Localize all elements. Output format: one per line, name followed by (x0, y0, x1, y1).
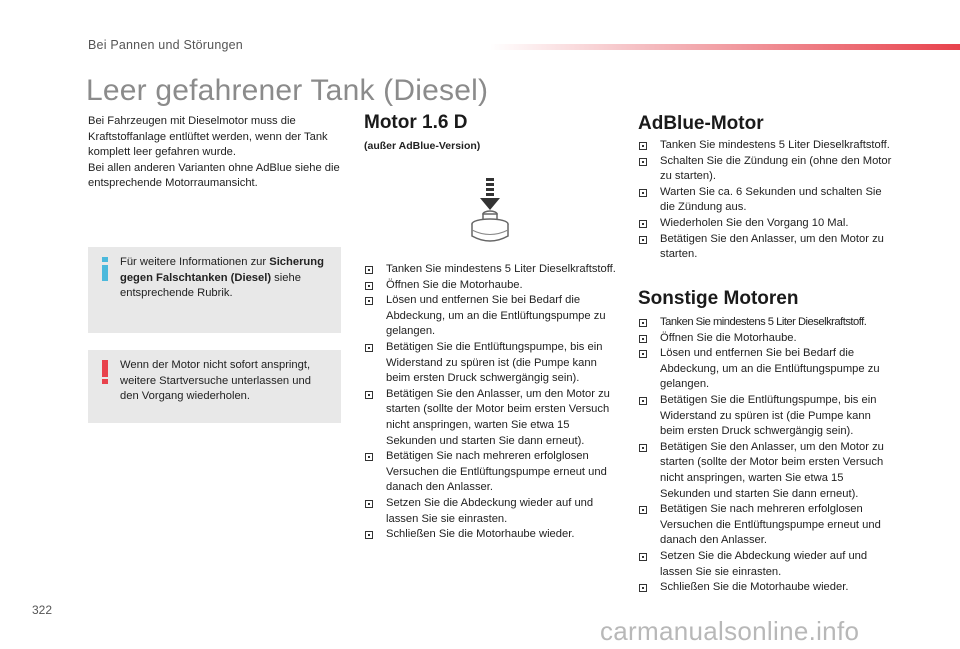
list-item (638, 315, 892, 331)
page-title: Leer gefahrener Tank (Diesel) (86, 74, 489, 107)
checkbox-bullet-icon (365, 266, 373, 274)
checkbox-bullet-icon (639, 189, 647, 197)
info-text-bold: Sicherung gegen Falschtanken (Diesel) (120, 256, 324, 284)
motor-16d-subtitle: (außer AdBlue-Version) (364, 140, 481, 152)
checkbox-bullet-icon (365, 500, 373, 508)
warning-box-text: Wenn der Motor nicht sofort anspringt, weitere Startversuche unterlassen und den Vorgang wiederholen. (120, 359, 311, 403)
list-item-text: Betätigen Sie den Anlasser, um den Motor zu starten (sollte der Motor beim ersten Versuch nicht anspringen, warten Sie etwa 15 Sekunden und starten Sie dann erneut). (386, 387, 610, 447)
list-item (638, 185, 892, 216)
list-item-text: Setzen Sie die Abdeckung wieder auf und lassen Sie sie einrasten. (660, 549, 868, 578)
info-icon-graphic (98, 255, 112, 283)
list-item-text: Betätigen Sie die Entlüftungspumpe, bis ein Widerstand zu spüren ist (die Pumpe kann beim ersten Druck schwergängig sein). (386, 340, 603, 385)
list-item-text: Lösen und entfernen Sie bei Bedarf die Abdeckung, um an die Entlüftungspumpe zu gelangen. (386, 294, 606, 338)
adblue-motor-steps (638, 138, 892, 263)
checkbox-bullet-icon (639, 444, 647, 452)
list-item-text: Öffnen Sie die Motorhaube. (386, 278, 523, 291)
checkbox-bullet-icon (639, 350, 647, 358)
list-item (364, 496, 618, 527)
list-item-text: Betätigen Sie die Entlüftungspumpe, bis ein Widerstand zu spüren ist (die Pumpe kann beim ersten Druck schwergängig sein). (660, 393, 877, 438)
list-item (638, 232, 892, 263)
list-item (364, 278, 618, 294)
other-motors-steps (638, 315, 892, 596)
list-item-text: Schließen Sie die Motorhaube wieder. (660, 581, 849, 594)
watermark: carmanualsonline.info (600, 616, 860, 646)
list-item (638, 393, 892, 440)
checkbox-bullet-icon (639, 142, 647, 150)
list-item (364, 449, 618, 496)
checkbox-bullet-icon (639, 397, 647, 405)
info-text-before: Für weitere Informationen zur (120, 256, 270, 268)
adblue-motor-title: AdBlue-Motor (638, 113, 764, 134)
list-item-text: Betätigen Sie den Anlasser, um den Motor zu starten (sollte der Motor beim ersten Versuch nicht anspringen, warten Sie etwa 15 Sekunden und starten Sie dann erneut). (660, 440, 884, 500)
list-item (638, 138, 892, 154)
list-item (364, 387, 618, 449)
section-label: Bei Pannen und Störungen (88, 38, 243, 52)
checkbox-bullet-icon (639, 506, 647, 514)
info-box (88, 247, 341, 333)
checkbox-bullet-icon (639, 220, 647, 228)
checkbox-bullet-icon (639, 236, 647, 244)
priming-pump-icon (466, 176, 514, 246)
checkbox-bullet-icon (365, 344, 373, 352)
intro-text (88, 114, 343, 192)
list-item (364, 340, 618, 387)
list-item (364, 293, 618, 340)
list-item (638, 331, 892, 347)
checkbox-bullet-icon (639, 553, 647, 561)
list-item-text: Lösen und entfernen Sie bei Bedarf die Abdeckung, um an die Entlüftungspumpe zu gelangen. (660, 347, 880, 391)
list-item-text: Öffnen Sie die Motorhaube. (660, 331, 797, 344)
checkbox-bullet-icon (639, 335, 647, 343)
list-item-text: Tanken Sie mindestens 5 Liter Dieselkraftstoff. (386, 263, 616, 275)
checkbox-bullet-icon (639, 158, 647, 166)
motor-16d-steps (364, 262, 618, 543)
list-item-text: Tanken Sie mindestens 5 Liter Dieselkraftstoff. (660, 316, 867, 328)
intro-paragraph-1: Bei Fahrzeugen mit Dieselmotor muss die Kraftstoffanlage entlüftet werden, wenn der Tank komplett leer gefahren wurde. (88, 115, 328, 159)
info-box-text (120, 255, 332, 302)
checkbox-bullet-icon (639, 584, 647, 592)
list-item (638, 154, 892, 185)
info-icon (98, 255, 112, 283)
list-item (638, 216, 892, 232)
list-item-text: Schalten Sie die Zündung ein (ohne den Motor zu starten). (660, 154, 892, 183)
list-item-text: Warten Sie ca. 6 Sekunden und schalten Sie die Zündung aus. (660, 185, 882, 214)
list-item-text: Wiederholen Sie den Vorgang 10 Mal. (660, 216, 849, 229)
list-item (364, 262, 618, 278)
list-item-text: Betätigen Sie nach mehreren erfolglosen Versuchen die Entlüftungspumpe erneut und danach den Anlasser. (386, 450, 607, 494)
info-text-after: siehe entsprechende Rubrik. (120, 271, 301, 300)
header-accent-bar (490, 44, 960, 50)
checkbox-bullet-icon (365, 453, 373, 461)
priming-pump-graphic (466, 176, 514, 246)
list-item (638, 440, 892, 502)
warning-icon (98, 358, 112, 386)
list-item-text: Setzen Sie die Abdeckung wieder auf und lassen Sie sie einrasten. (386, 496, 594, 525)
checkbox-bullet-icon (365, 282, 373, 290)
other-motors-title: Sonstige Motoren (638, 288, 799, 309)
list-item (638, 346, 892, 393)
list-item (638, 502, 892, 549)
list-item-text: Betätigen Sie nach mehreren erfolglosen Versuchen die Entlüftungspumpe erneut und danach den Anlasser. (660, 503, 881, 547)
list-item (364, 527, 618, 543)
warning-icon-graphic (98, 358, 112, 386)
warning-box (88, 350, 341, 423)
intro-paragraph-2: Bei allen anderen Varianten ohne AdBlue siehe die entsprechende Motorraumansicht. (88, 161, 340, 190)
page-number: 322 (32, 603, 53, 617)
checkbox-bullet-icon (365, 391, 373, 399)
checkbox-bullet-icon (365, 531, 373, 539)
motor-16d-title: Motor 1.6 D (364, 112, 468, 133)
checkbox-bullet-icon (365, 297, 373, 305)
list-item-text: Schließen Sie die Motorhaube wieder. (386, 528, 575, 541)
list-item (638, 549, 892, 580)
list-item-text: Betätigen Sie den Anlasser, um den Motor zu starten. (660, 232, 884, 261)
list-item (638, 580, 892, 596)
list-item-text: Tanken Sie mindestens 5 Liter Dieselkraftstoff. (660, 139, 890, 151)
checkbox-bullet-icon (639, 319, 647, 327)
